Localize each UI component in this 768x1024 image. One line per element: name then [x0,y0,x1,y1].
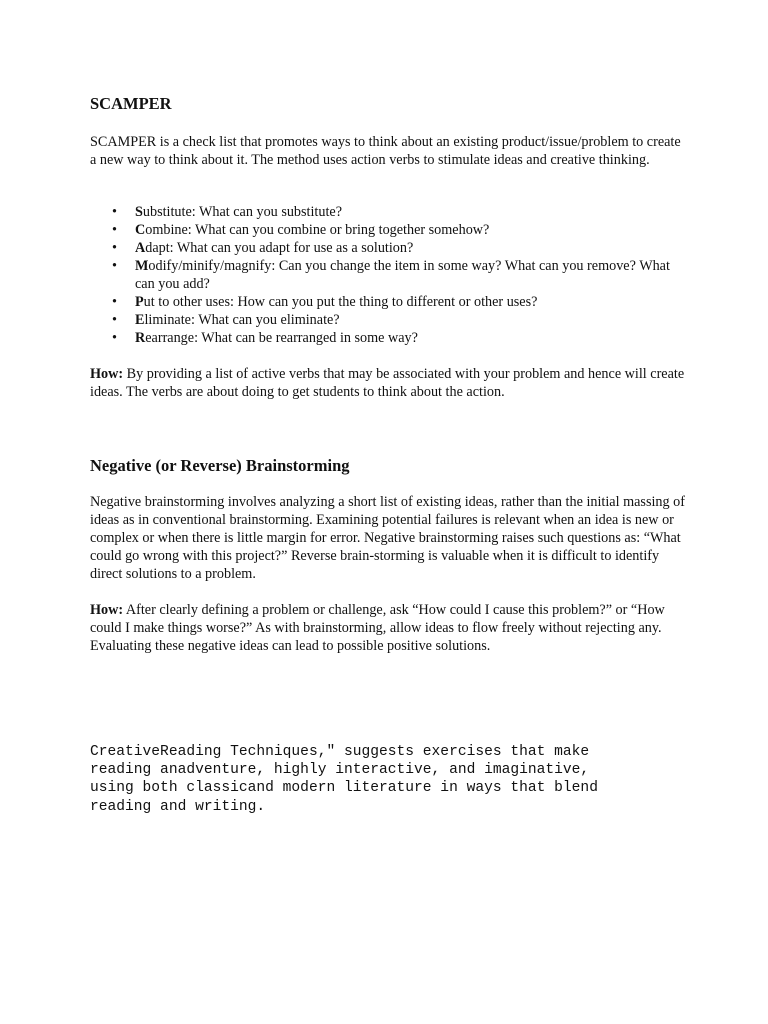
how-label: How: [90,366,124,382]
scamper-heading: SCAMPER [90,94,172,113]
bullet-icon: • [112,258,117,274]
bullet-icon: • [112,312,117,328]
scamper-how: How: By providing a list of active verbs that may be associated with your problem and hence will create ideas. The verbs are about doing to get students to think about the action. [90,366,685,400]
negative-brainstorming-heading: Negative (or Reverse) Brainstorming [90,456,350,475]
bullet-icon: • [112,222,117,238]
list-item: • Put to other uses: How can you put the thing to different or other uses? [112,294,538,310]
list-item: • Combine: What can you combine or bring together somehow? [112,222,490,238]
creative-reading-text: CreativeReading Techniques," suggests exercises that make reading anadventure, highly interactive, and imaginative, using both classicand modern literature in ways that blend reading and writing. [90,744,598,815]
list-item: • Modify/minify/magnify: Can you change the item in some way? What can you remove? What can you add? [112,258,670,292]
bullet-icon: • [112,294,117,310]
scamper-intro: SCAMPER is a check list that promotes ways to think about an existing product/issue/problem to create a new way to think about it. The method uses action verbs to stimulate ideas and creative thinking. [90,134,681,168]
list-item: • Rearrange: What can be rearranged in some way? [112,330,418,346]
list-item: • Adapt: What can you adapt for use as a solution? [112,240,414,256]
negative-how: How: After clearly defining a problem or challenge, ask “How could I cause this problem?” or “How could I make things worse?” As with brainstorming, allow ideas to flow freely without rejecting any. Evaluating these negative ideas can lead to possible positive solutions. [90,602,665,654]
bullet-icon: • [112,330,117,346]
bullet-icon: • [112,240,117,256]
list-item: • Substitute: What can you substitute? [112,204,343,220]
bullet-icon: • [112,204,117,220]
how-label: How: [90,602,124,618]
negative-intro: Negative brainstorming involves analyzing a short list of existing ideas, rather than the initial massing of ideas as in conventional brainstorming. Examining potential failures is relevant when an idea is new or complex or when there is little margin for error. Negative brainstorming raises such questions as: “What could go wrong with this project?” Reverse brain-storming is valuable when it is difficult to identify direct solutions to a problem. [90,494,685,582]
scamper-list [90,203,690,347]
list-item: • Eliminate: What can you eliminate? [112,312,340,328]
